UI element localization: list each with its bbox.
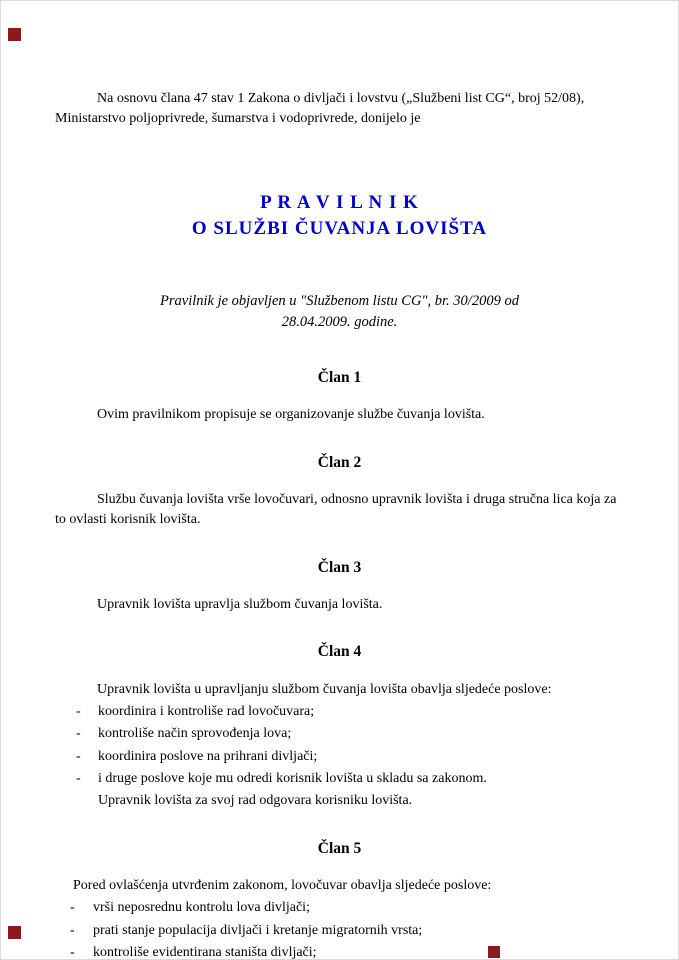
dash-bullet: - (76, 771, 81, 787)
list-item-text: koordinira poslove na prihrani divljači; (98, 748, 318, 764)
intro-paragraph: Na osnovu člana 47 stav 1 Zakona o divljači i lovstvu („Službeni list CG“, broj 52/08), Ministarstvo poljoprivrede, šumarstva i vodoprivrede, donijelo je (55, 91, 585, 127)
list-item-text: prati stanje populacija divljači i kretanje migratornih vrsta; (93, 922, 423, 938)
paragraph: Upravnik lovišta u upravljanju službom čuvanja lovišta obavlja sljedeće poslove: (97, 681, 552, 697)
article-5 (55, 838, 624, 960)
list-item (55, 702, 624, 722)
published-note: Pravilnik je objavljen u "Službenom listu CG", br. 30/2009 od 28.04.2009. godine. (160, 292, 519, 330)
list-item (55, 769, 624, 789)
dash-bullet: - (76, 704, 81, 720)
list-item-text: vrši neposrednu kontrolu lova divljači; (93, 900, 310, 916)
corner-square-bottom-left (8, 926, 21, 939)
article-heading: Član 4 (317, 643, 362, 661)
paragraph: Upravnik lovišta upravlja službom čuvanja lovišta. (97, 597, 383, 613)
paragraph: Upravnik lovišta za svoj rad odgovara korisniku lovišta. (98, 793, 413, 809)
list-item-text: kontroliše način sprovođenja lova; (98, 726, 292, 742)
article-3 (55, 557, 624, 616)
dash-bullet: - (70, 945, 75, 960)
list-item (55, 747, 624, 767)
dash-bullet: - (76, 748, 81, 764)
list-item (55, 921, 624, 941)
list-item-text: koordinira i kontroliše rad lovočuvara; (98, 704, 315, 720)
corner-square-top-left (8, 28, 21, 41)
article-heading: Član 3 (317, 558, 362, 576)
document-title (55, 190, 624, 243)
article-heading: Član 2 (317, 453, 362, 471)
paragraph: Pored ovlašćenja utvrđenim zakonom, lovočuvar obavlja sljedeće poslove: (73, 878, 492, 894)
title-line-1: P R A V I L N I K (260, 191, 419, 213)
dash-bullet: - (70, 900, 75, 916)
article-heading: Član 5 (317, 839, 362, 857)
paragraph: Ovim pravilnikom propisuje se organizovanje službe čuvanja lovišta. (97, 407, 485, 423)
article-2 (55, 452, 624, 531)
article-4 (55, 641, 624, 811)
articles (55, 367, 624, 960)
list-item (55, 943, 624, 960)
list-item (55, 724, 624, 744)
paragraph: Službu čuvanja lovišta vrše lovočuvari, odnosno upravnik lovišta i druga stručna lica koja za to ovlasti korisnik lovišta. (55, 492, 617, 528)
list-item-text: i druge poslove koje mu odredi korisnik lovišta u skladu sa zakonom. (98, 771, 487, 787)
article-1 (55, 367, 624, 426)
article-heading: Član 1 (317, 368, 362, 386)
document-content (1, 1, 678, 960)
title-line-2: O SLUŽBI ČUVANJA LOVIŠTA (191, 218, 488, 240)
dash-bullet: - (76, 726, 81, 742)
list-item (55, 898, 624, 918)
dash-bullet: - (70, 922, 75, 938)
list-item-text: kontroliše evidentirana staništa divljači; (93, 945, 317, 960)
